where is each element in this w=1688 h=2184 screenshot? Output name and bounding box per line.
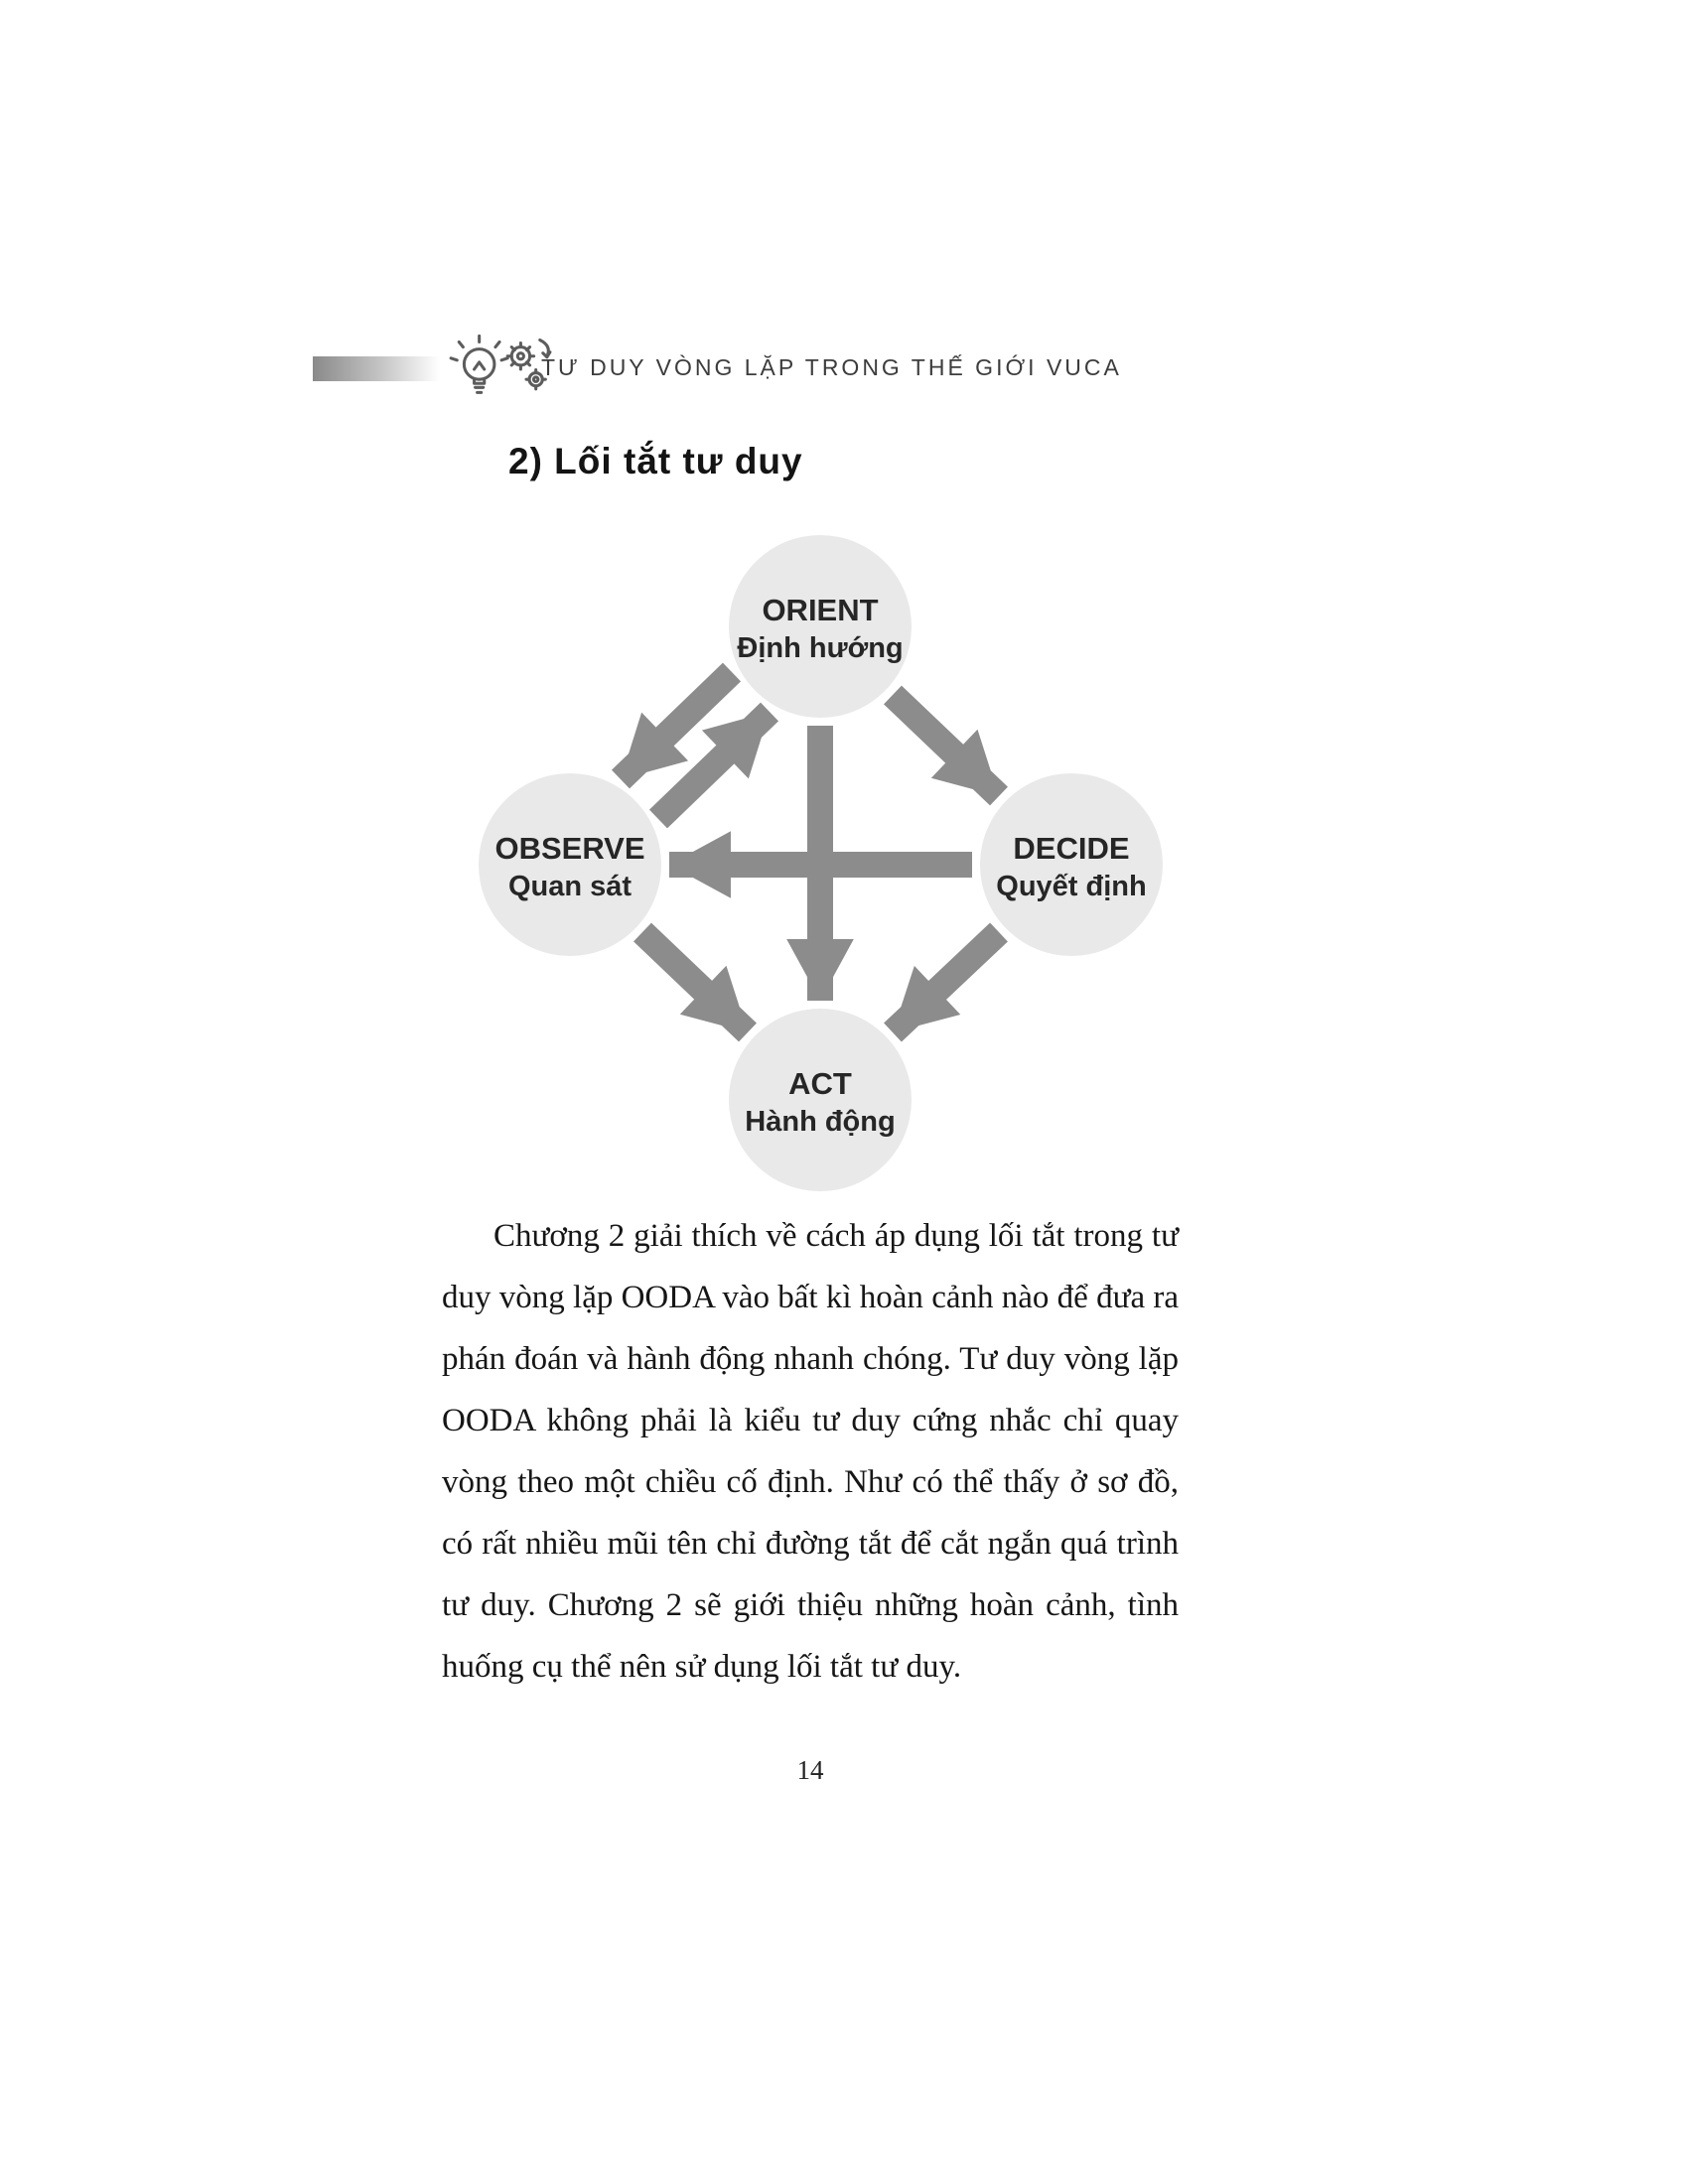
act-label-en: ACT xyxy=(788,1066,852,1101)
decide-label-en: DECIDE xyxy=(1013,831,1130,866)
node-act xyxy=(729,1009,912,1191)
lightbulb-gears-icon xyxy=(443,334,554,407)
page-number: 14 xyxy=(796,1755,824,1785)
arrow-observe-to-act xyxy=(642,932,748,1032)
node-observe xyxy=(479,773,661,956)
orient-label-vi: Định hướng xyxy=(737,632,904,664)
arrow-orient-to-decide xyxy=(893,695,999,796)
header-gradient-bar xyxy=(313,356,440,381)
ooda-loop-diagram xyxy=(415,518,1190,1213)
act-label-vi: Hành động xyxy=(745,1106,896,1138)
orient-label-en: ORIENT xyxy=(762,593,879,627)
decide-label-vi: Quyết định xyxy=(996,871,1147,902)
node-orient xyxy=(729,535,912,718)
section-heading: 2) Lối tắt tư duy xyxy=(508,441,803,481)
header-title: TƯ DUY VÒNG LẶP TRONG THẾ GIỚI VUCA xyxy=(541,354,1122,380)
arrow-decide-to-act xyxy=(893,932,999,1032)
observe-label-en: OBSERVE xyxy=(494,831,645,866)
body-paragraph: Chương 2 giải thích về cách áp dụng lối tắt trong tư duy vòng lặp OODA vào bất kì hoàn cảnh nào để đưa ra phán đoán và hành động nhanh chóng. Tư duy vòng lặp OODA không phải là kiểu tư duy cứng nhắc chỉ quay vòng theo một chiều cố định. Như có thể thấy ở sơ đồ, có rất nhiều mũi tên chỉ đường tắt để cắt ngắn quá trình tư duy. Chương 2 sẽ giới thiệu những hoàn cảnh, tình huống cụ thể nên sử dụng lối tắt tư duy. xyxy=(442,1218,1179,1685)
node-decide xyxy=(980,773,1163,956)
observe-label-vi: Quan sát xyxy=(507,871,633,902)
